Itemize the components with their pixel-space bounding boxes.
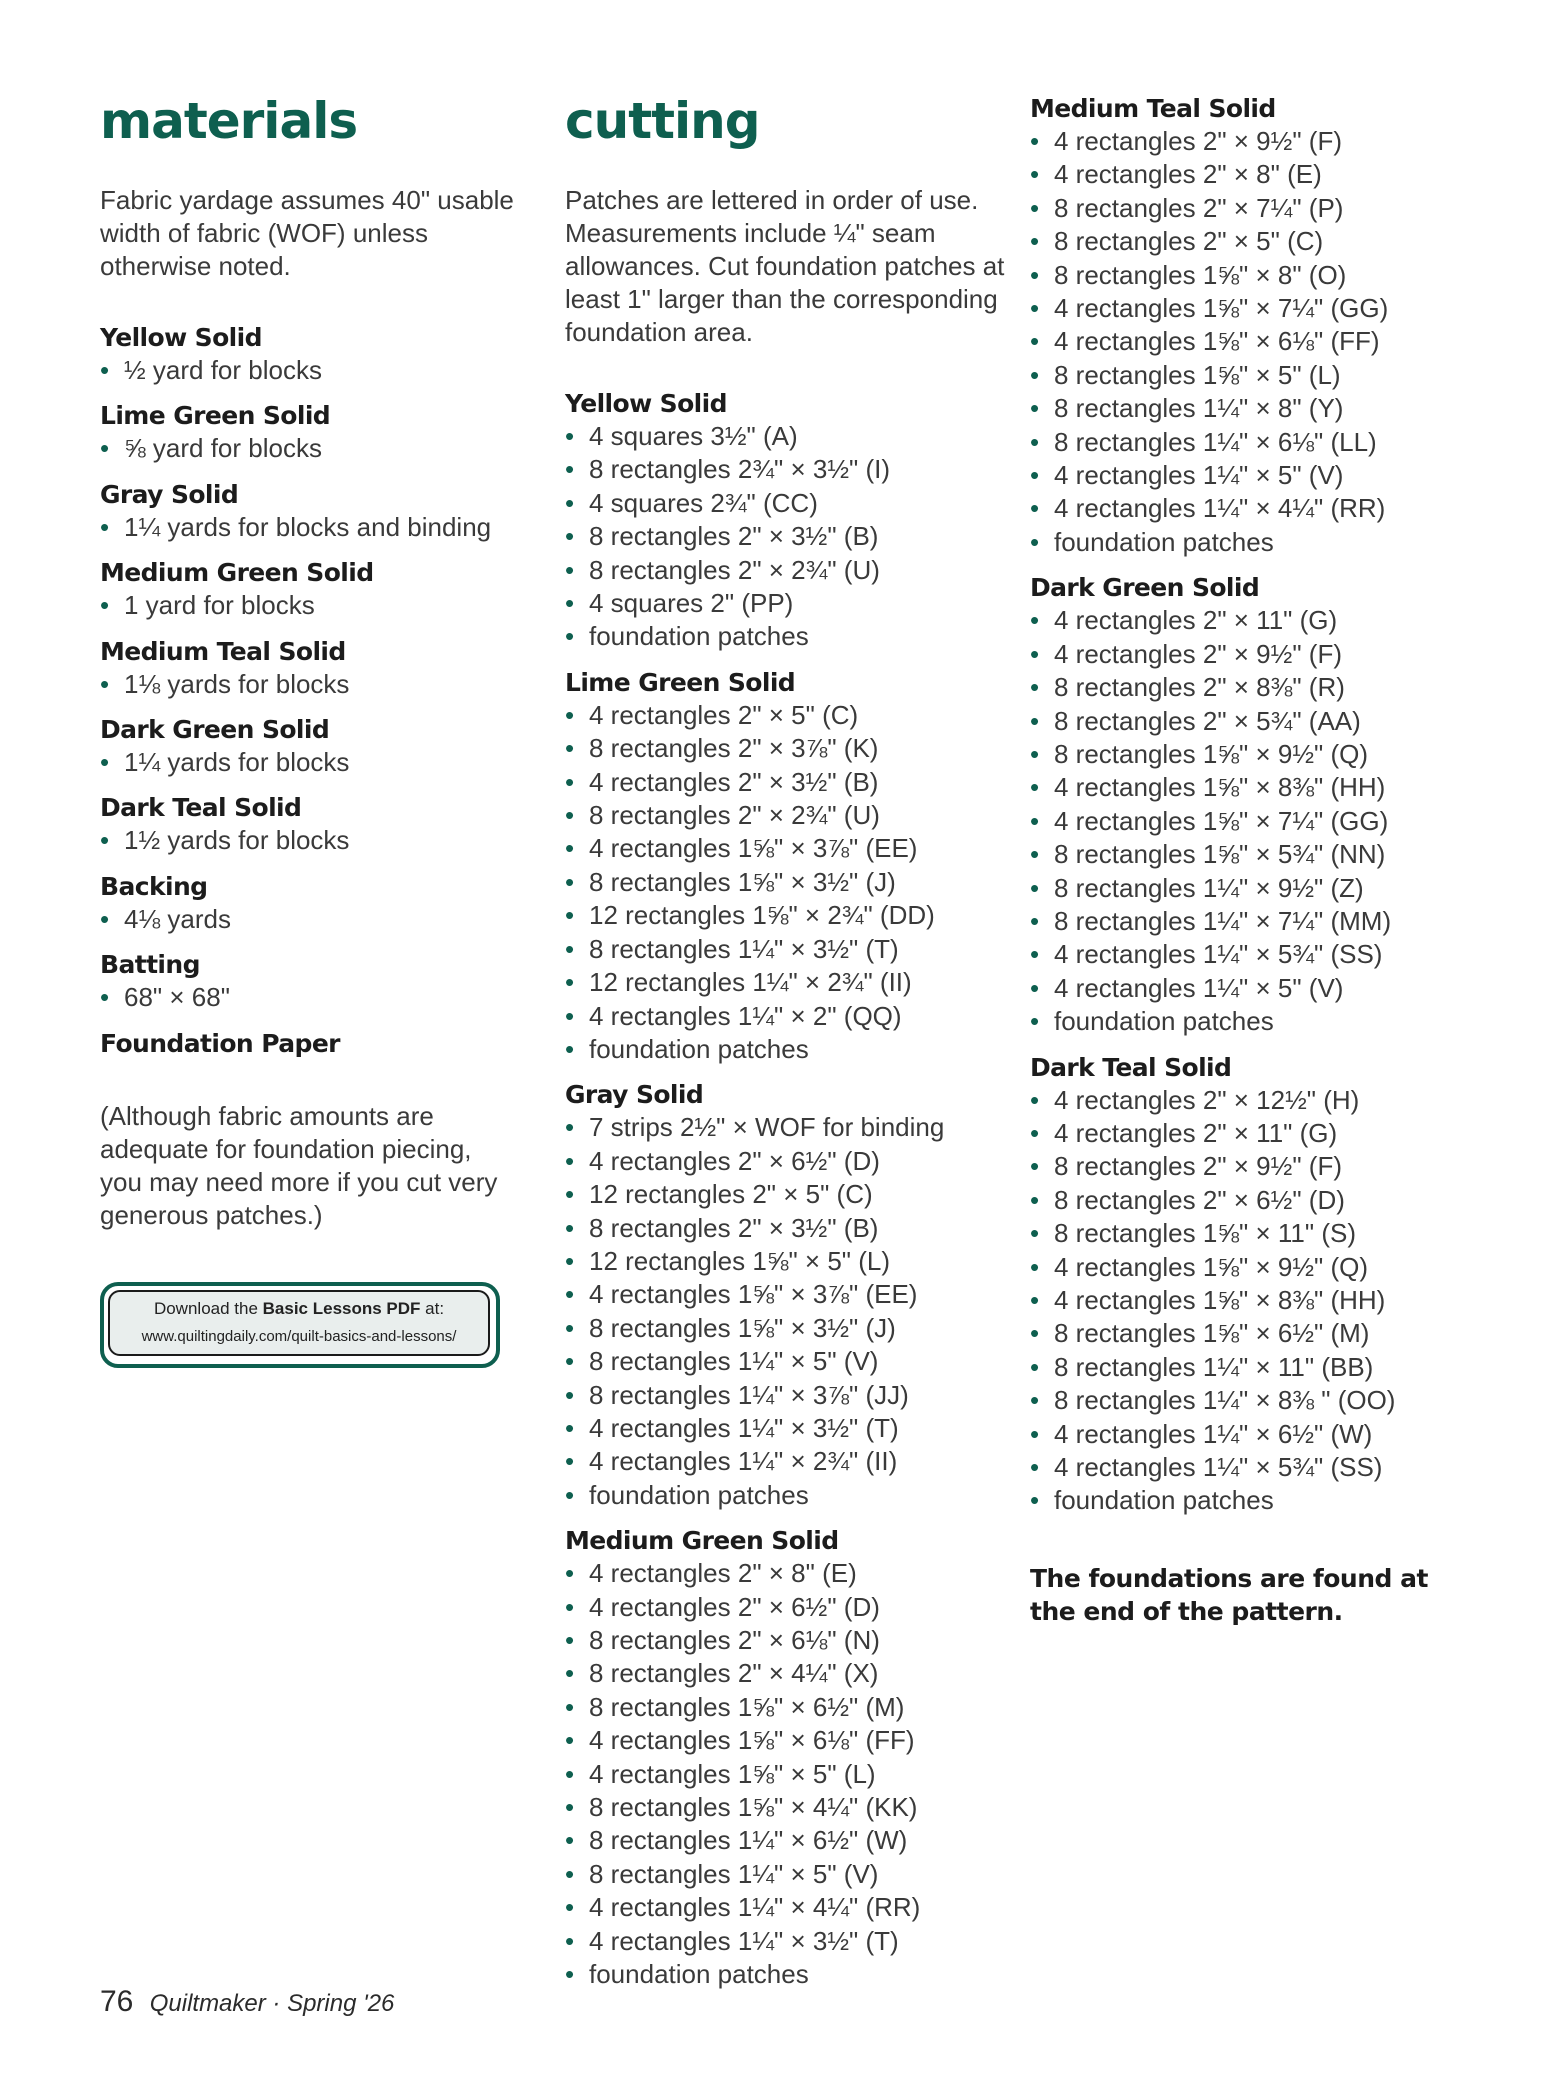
list-item: • foundation patches — [565, 1958, 1005, 1991]
download-suffix: at: — [420, 1298, 445, 1318]
list-item: • 4 rectangles 1¼" × 4¼" (RR) — [1030, 492, 1460, 525]
list-item: • 8 rectangles 2" × 3½" (B) — [565, 1212, 1005, 1245]
list-item: • 4 rectangles 2" × 11" (G) — [1030, 1117, 1460, 1150]
group-heading-foundation-paper: Foundation Paper — [100, 1028, 340, 1058]
list-item: • 4 rectangles 2" × 8" (E) — [1030, 158, 1460, 191]
list-item: • 8 rectangles 2" × 5¾" (AA) — [1030, 705, 1460, 738]
list-item: • 4⅛ yards — [100, 903, 520, 936]
group-heading-dark-green-solid: Dark Green Solid — [100, 715, 330, 745]
list-item: • 8 rectangles 1⅝" × 3½" (J) — [565, 1312, 1005, 1345]
list-item: • 4 rectangles 2" × 6½" (D) — [565, 1591, 1005, 1624]
group-heading-medium-teal-solid: Medium Teal Solid — [100, 636, 346, 666]
group-heading-dark-teal-solid: Dark Teal Solid — [1030, 1052, 1232, 1082]
list-item: • 12 rectangles 2" × 5" (C) — [565, 1178, 1005, 1211]
materials-intro: Fabric yardage assumes 40" usable width of fabric (WOF) unless otherwise noted. — [100, 185, 514, 281]
download-url[interactable]: www.quiltingdaily.com/quilt-basics-and-lessons/ — [141, 1327, 457, 1345]
list-item: • 1⅛ yards for blocks — [100, 668, 520, 701]
list-item: • 4 rectangles 2" × 3½" (B) — [565, 766, 1005, 799]
list-item: • 8 rectangles 2" × 9½" (F) — [1030, 1150, 1460, 1183]
publication-line: Quiltmaker · Spring '26 — [149, 1990, 395, 2017]
list-item: • 4 rectangles 1⅝" × 5" (L) — [565, 1758, 1005, 1791]
list-item: • 4 rectangles 1¼" × 2¾" (II) — [565, 1445, 1005, 1478]
list-item: • 1 yard for blocks — [100, 589, 520, 622]
materials-heading: materials — [100, 92, 358, 150]
download-callout-inner — [108, 1290, 490, 1356]
list-item: • foundation patches — [565, 620, 1005, 653]
list-item: • 4 rectangles 1¼" × 6½" (W) — [1030, 1418, 1460, 1451]
list-item: • foundation patches — [1030, 1005, 1460, 1038]
list-item: • 4 rectangles 2" × 11" (G) — [1030, 604, 1460, 637]
group-items-medium-green-solid — [100, 589, 520, 622]
cutting-heading: cutting — [565, 92, 760, 150]
list-item: • 8 rectangles 2" × 8⅜" (R) — [1030, 671, 1460, 704]
group-items-yellow-solid — [565, 420, 1005, 654]
list-item: • 4 rectangles 1⅝" × 8⅜" (HH) — [1030, 771, 1460, 804]
list-item: • 8 rectangles 2" × 3½" (B) — [565, 520, 1005, 553]
group-heading-lime-green-solid: Lime Green Solid — [565, 667, 796, 697]
list-item: • 4 rectangles 2" × 5" (C) — [565, 699, 1005, 732]
list-item: • 8 rectangles 2" × 6⅛" (N) — [565, 1624, 1005, 1657]
list-item: • 4 rectangles 1⅝" × 6⅛" (FF) — [1030, 325, 1460, 358]
list-item: • 8 rectangles 2¾" × 3½" (I) — [565, 453, 1005, 486]
list-item: • 12 rectangles 1⅝" × 2¾" (DD) — [565, 899, 1005, 932]
list-item: • 4 rectangles 2" × 8" (E) — [565, 1557, 1005, 1590]
list-item: • foundation patches — [1030, 526, 1460, 559]
cutting-column — [565, 90, 1005, 2003]
group-items-medium-green-solid — [565, 1557, 1005, 1991]
list-item: • 8 rectangles 2" × 6½" (D) — [1030, 1184, 1460, 1217]
list-item: • foundation patches — [565, 1033, 1005, 1066]
list-item: • 4 rectangles 1⅝" × 3⅞" (EE) — [565, 1278, 1005, 1311]
group-heading-gray-solid: Gray Solid — [565, 1080, 704, 1110]
list-item: • 8 rectangles 1¼" × 9½" (Z) — [1030, 872, 1460, 905]
cutting-list-part-1 — [565, 387, 1005, 1991]
list-item: • 8 rectangles 2" × 2¾" (U) — [565, 799, 1005, 832]
list-item: • 4 rectangles 1¼" × 5¾" (SS) — [1030, 1451, 1460, 1484]
list-item: • 7 strips 2½" × WOF for binding — [565, 1111, 1005, 1144]
page-footer — [100, 1985, 394, 2019]
group-heading-dark-green-solid: Dark Green Solid — [1030, 573, 1260, 603]
list-item: • 12 rectangles 1⅝" × 5" (L) — [565, 1245, 1005, 1278]
list-item: • foundation patches — [565, 1479, 1005, 1512]
list-item: • 4 rectangles 1⅝" × 7¼" (GG) — [1030, 805, 1460, 838]
group-heading-medium-teal-solid: Medium Teal Solid — [1030, 94, 1276, 123]
cutting-intro: Patches are lettered in order of use. Measurements include ¼" seam allowances. Cut foundation patches at least 1" larger than the corresponding foundation area. — [565, 185, 1005, 347]
list-item: • ½ yard for blocks — [100, 354, 520, 387]
list-item: • 4 rectangles 1⅝" × 7¼" (GG) — [1030, 292, 1460, 325]
list-item: • 8 rectangles 1⅝" × 4¼" (KK) — [565, 1791, 1005, 1824]
list-item: • 4 rectangles 1⅝" × 3⅞" (EE) — [565, 832, 1005, 865]
group-items-medium-teal-solid — [1030, 125, 1460, 559]
group-heading-medium-green-solid: Medium Green Solid — [565, 1526, 839, 1556]
group-items-yellow-solid — [100, 354, 520, 387]
list-item: • 4 rectangles 1¼" × 4¼" (RR) — [565, 1891, 1005, 1924]
list-item: • 8 rectangles 2" × 4¼" (X) — [565, 1657, 1005, 1690]
list-item: • 1½ yards for blocks — [100, 824, 520, 857]
download-text — [154, 1295, 444, 1323]
list-item: • 4 rectangles 1¼" × 2" (QQ) — [565, 1000, 1005, 1033]
list-item: • 8 rectangles 2" × 2¾" (U) — [565, 554, 1005, 587]
group-heading-gray-solid: Gray Solid — [100, 479, 239, 509]
list-item: • 4 rectangles 1¼" × 3½" (T) — [565, 1925, 1005, 1958]
list-item: • 8 rectangles 1⅝" × 6½" (M) — [565, 1691, 1005, 1724]
list-item: • 4 rectangles 2" × 6½" (D) — [565, 1145, 1005, 1178]
list-item: • ⅝ yard for blocks — [100, 432, 520, 465]
materials-list — [100, 321, 520, 1060]
group-items-dark-green-solid — [1030, 604, 1460, 1038]
group-heading-yellow-solid: Yellow Solid — [565, 389, 727, 418]
download-prefix: Download the — [153, 1298, 263, 1318]
page-number: 76 — [100, 1985, 134, 2018]
list-item: • 8 rectangles 2" × 5" (C) — [1030, 225, 1460, 258]
list-item: • 8 rectangles 1¼" × 5" (V) — [565, 1858, 1005, 1891]
group-items-medium-teal-solid — [100, 668, 520, 701]
group-items-dark-teal-solid — [100, 824, 520, 857]
group-items-dark-teal-solid — [1030, 1084, 1460, 1518]
materials-note: (Although fabric amounts are adequate for foundation piecing, you may need more if you cut very generous patches.) — [100, 1100, 498, 1230]
list-item: • 8 rectangles 1⅝" × 8" (O) — [1030, 259, 1460, 292]
list-item: • 8 rectangles 2" × 7¼" (P) — [1030, 192, 1460, 225]
group-heading-medium-green-solid: Medium Green Solid — [100, 558, 374, 588]
list-item: • 8 rectangles 1⅝" × 3½" (J) — [565, 866, 1005, 899]
list-item: • 8 rectangles 1¼" × 7¼" (MM) — [1030, 905, 1460, 938]
download-bold-label: Basic Lessons PDF — [262, 1298, 421, 1318]
list-item: • 1¼ yards for blocks — [100, 746, 520, 779]
group-items-dark-green-solid — [100, 746, 520, 779]
list-item: • 4 rectangles 1¼" × 5" (V) — [1030, 459, 1460, 492]
list-item: • 8 rectangles 1¼" × 6½" (W) — [565, 1824, 1005, 1857]
list-item: • 4 rectangles 1¼" × 5¾" (SS) — [1030, 938, 1460, 971]
cutting-column-continued — [1030, 92, 1460, 1628]
list-item: • 8 rectangles 2" × 3⅞" (K) — [565, 732, 1005, 765]
group-heading-lime-green-solid: Lime Green Solid — [100, 401, 331, 431]
list-item: • 68" × 68" — [100, 981, 520, 1014]
group-items-gray-solid — [565, 1111, 1005, 1512]
list-item: • 8 rectangles 1⅝" × 11" (S) — [1030, 1217, 1460, 1250]
list-item: • 8 rectangles 1⅝" × 5" (L) — [1030, 359, 1460, 392]
group-heading-backing: Backing — [100, 871, 208, 901]
list-item: • 4 rectangles 1¼" × 3½" (T) — [565, 1412, 1005, 1445]
list-item: • 4 rectangles 1¼" × 5" (V) — [1030, 972, 1460, 1005]
list-item: • 4 squares 2¾" (CC) — [565, 487, 1005, 520]
list-item: • foundation patches — [1030, 1484, 1460, 1517]
list-item: • 8 rectangles 1¼" × 6⅛" (LL) — [1030, 426, 1460, 459]
list-item: • 4 squares 3½" (A) — [565, 420, 1005, 453]
group-items-lime-green-solid — [100, 432, 520, 465]
group-items-gray-solid — [100, 511, 520, 544]
foundations-note: The foundations are found at the end of the pattern. — [1030, 1563, 1428, 1626]
list-item: • 4 rectangles 1⅝" × 8⅜" (HH) — [1030, 1284, 1460, 1317]
list-item: • 8 rectangles 1¼" × 3½" (T) — [565, 933, 1005, 966]
list-item: • 4 rectangles 1⅝" × 6⅛" (FF) — [565, 1724, 1005, 1757]
group-heading-batting: Batting — [100, 950, 200, 980]
group-items-batting — [100, 981, 520, 1014]
list-item: • 4 rectangles 2" × 9½" (F) — [1030, 638, 1460, 671]
list-item: • 8 rectangles 1⅝" × 6½" (M) — [1030, 1317, 1460, 1350]
list-item: • 8 rectangles 1⅝" × 9½" (Q) — [1030, 738, 1460, 771]
list-item: • 4 squares 2" (PP) — [565, 587, 1005, 620]
list-item: • 8 rectangles 1¼" × 3⅞" (JJ) — [565, 1379, 1005, 1412]
cutting-list-part-2 — [1030, 92, 1460, 1518]
materials-column — [100, 90, 520, 1368]
list-item: • 8 rectangles 1¼" × 11" (BB) — [1030, 1351, 1460, 1384]
list-item: • 4 rectangles 2" × 9½" (F) — [1030, 125, 1460, 158]
list-item: • 4 rectangles 2" × 12½" (H) — [1030, 1084, 1460, 1117]
list-item: • 8 rectangles 1¼" × 8" (Y) — [1030, 392, 1460, 425]
list-item: • 12 rectangles 1¼" × 2¾" (II) — [565, 966, 1005, 999]
group-heading-yellow-solid: Yellow Solid — [100, 323, 262, 352]
group-heading-dark-teal-solid: Dark Teal Solid — [100, 793, 302, 823]
list-item: • 1¼ yards for blocks and binding — [100, 511, 520, 544]
list-item: • 8 rectangles 1¼" × 5" (V) — [565, 1345, 1005, 1378]
download-callout — [100, 1282, 500, 1368]
list-item: • 8 rectangles 1⅝" × 5¾" (NN) — [1030, 838, 1460, 871]
group-items-backing — [100, 903, 520, 936]
list-item: • 8 rectangles 1¼" × 8⅜ " (OO) — [1030, 1384, 1460, 1417]
group-items-lime-green-solid — [565, 699, 1005, 1066]
list-item: • 4 rectangles 1⅝" × 9½" (Q) — [1030, 1251, 1460, 1284]
